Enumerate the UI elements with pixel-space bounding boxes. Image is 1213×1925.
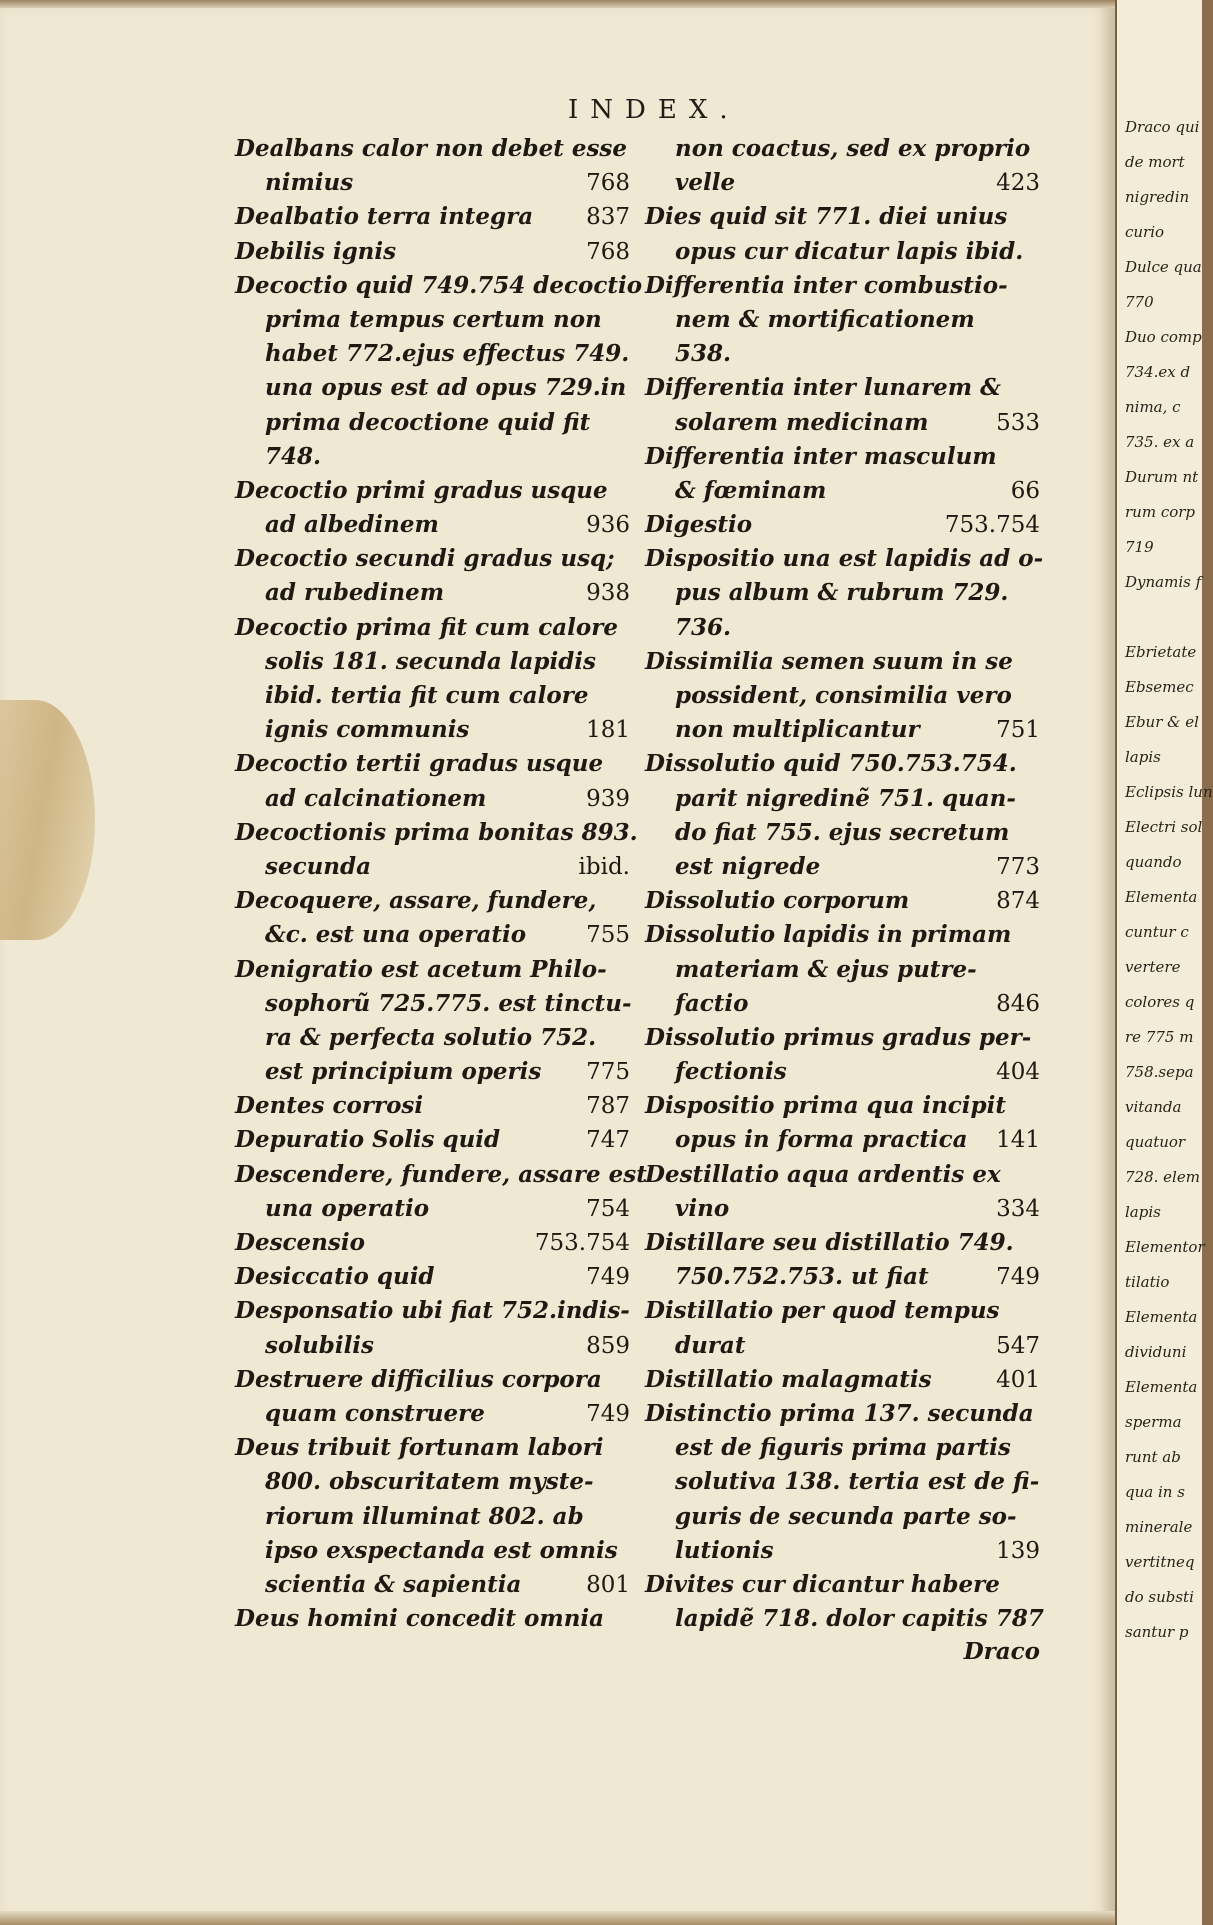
left-index-entry [235,1089,630,1123]
left-index-entry [235,1500,630,1534]
entry-text: Dissolutio quid 750.753.754. [645,750,1017,778]
entry-text: durat [675,1331,746,1359]
left-index-entry [235,1602,630,1636]
left-index-entry [235,953,630,987]
entry-text: Distillatio per quod tempus [645,1297,1000,1325]
entry-page-number: 547 [996,1332,1040,1359]
left-index-entry [235,1226,630,1260]
entry-text: Depuratio Solis quid [235,1126,501,1154]
entry-text: una opus est ad opus 729.in [265,374,627,402]
bookmark-ribbon [0,700,95,940]
right-index-entry [645,235,1040,269]
right-index-entry [645,303,1040,337]
adjacent-page-fragment: Durum nt [1125,468,1199,486]
right-index-entry [645,1123,1040,1157]
entry-page-number: 768 [586,170,630,197]
page-top-edge [0,0,1115,8]
entry-text: guris de secunda parte so- [675,1502,1017,1530]
entry-text: secunda [265,852,372,880]
entry-text: ibid. tertia fit cum calore [265,682,589,709]
entry-text: nem & mortificationem [675,305,975,333]
entry-text: Dissolutio lapidis in primam [645,921,1012,949]
adjacent-page-fragment: 734.ex d [1125,363,1191,381]
left-index-entry [235,200,630,234]
adjacent-page-fragment: 770 [1125,293,1154,311]
left-index-entry [235,337,630,371]
adjacent-page-fragment: de mort [1125,153,1185,171]
right-index-entry [645,269,1040,303]
adjacent-page-fragment: minerale [1125,1518,1193,1536]
entry-text: Descensio [235,1229,365,1256]
adjacent-page-fragment: vitanda [1125,1098,1182,1116]
entry-text: est de figuris prima partis [675,1434,1011,1462]
entry-text: habet 772.ejus effectus 749. [265,340,630,368]
left-index-entry [235,1465,630,1499]
adjacent-page-fragment: curio [1125,223,1165,241]
entry-page-number: 754 [586,1195,630,1222]
entry-page-number: 181 [586,717,630,744]
entry-page-number: 751 [996,717,1040,744]
adjacent-page-fragment: nima, c [1125,398,1181,416]
entry-text: Dissolutio primus gradus per- [645,1023,1032,1051]
right-index-entry [645,1055,1040,1089]
adjacent-page-fragment: qua in s [1125,1483,1185,1501]
entry-page-number: 334 [996,1195,1040,1222]
entry-page-number: 139 [996,1537,1040,1564]
entry-text: & fœminam [675,476,827,504]
adjacent-page-fragment: nigredin [1125,188,1190,206]
entry-text: Destillatio aqua ardentis ex [645,1160,1001,1188]
right-index-entry [645,645,1040,679]
entry-text: Differentia inter lunarem & [645,374,1001,402]
right-index-entry [645,576,1040,610]
adjacent-page-fragment: rum corp [1125,503,1196,521]
entry-page-number: 141 [996,1127,1040,1154]
entry-page-number: 66 [1010,477,1040,504]
entry-text: quam construere [265,1399,485,1427]
right-index-entry [645,440,1040,474]
entry-text: factio [675,989,749,1017]
adjacent-page-fragment: tilatio [1125,1273,1170,1291]
entry-text: est nigrede [675,852,821,880]
entry-text: Denigratio est acetum Philo- [235,955,607,983]
entry-text: possident, consimilia vero [675,682,1012,709]
left-index-entry [235,611,630,645]
adjacent-page-fragment: do substi [1125,1588,1194,1606]
entry-text: est principium operis [265,1058,542,1086]
adjacent-page-fragment: Duo comp [1125,328,1202,346]
entry-text: Destruere difficilius corpora [235,1365,602,1393]
right-index-entry [645,816,1040,850]
adjacent-page-fragment: re 775 m [1125,1028,1194,1046]
entry-text: opus in forma practica [675,1126,968,1154]
right-index-entry [645,713,1040,747]
entry-page-number: 939 [586,785,630,812]
left-index-entry [235,1534,630,1568]
left-index-entry [235,850,630,884]
adjacent-page-fragment: Dynamis f [1125,573,1202,591]
entry-text: pus album & rubrum 729. [675,579,1009,607]
entry-text: ad albedinem [265,511,439,539]
right-index-entry [645,1431,1040,1465]
adjacent-page-fragment: Draco qui [1125,118,1200,136]
entry-text: lapidẽ 718. dolor capitis 787 [675,1605,1044,1633]
left-index-entry [235,166,630,200]
left-index-entry [235,1260,630,1294]
adjacent-page-fragment: Ebur & el [1125,713,1199,731]
entry-text: solarem medicinam [675,408,929,436]
entry-page-number: 936 [586,512,630,539]
page-bottom-edge [0,1911,1115,1925]
adjacent-page-fragment: 728. elem [1125,1168,1200,1186]
left-index-entry [235,371,630,405]
right-index-entry [645,200,1040,234]
adjacent-page-fragment: Elementa [1125,888,1198,906]
entry-text: non multiplicantur [675,716,920,744]
adjacent-page-fragment: cuntur c [1125,923,1189,941]
entry-page-number: 859 [586,1332,630,1359]
entry-text: solutiva 138. tertia est de fi- [675,1468,1040,1496]
adjacent-page-fragment: Elementor [1125,1238,1205,1256]
entry-page-number: 749 [996,1264,1040,1291]
index-column-left [235,132,647,1636]
entry-page-number: 753.754 [944,512,1040,539]
entry-page-number: 747 [586,1127,630,1154]
entry-text: Distillatio malagmatis [645,1365,932,1393]
left-index-entry [235,235,630,269]
right-index-entry [645,406,1040,440]
right-index-entry [645,1602,1044,1636]
right-index-entry [645,1363,1040,1397]
entry-page-number: 423 [996,170,1040,197]
right-index-entry [645,166,1040,200]
left-index-entry [235,1192,630,1226]
right-index-entry [645,1294,1040,1328]
right-index-entry [645,1226,1040,1260]
right-index-entry [645,132,1040,166]
right-index-entry [645,1465,1040,1499]
entry-page-number: 775 [586,1059,630,1086]
adjacent-page-fragment: quatuor [1125,1133,1186,1151]
right-index-entry [645,337,1040,371]
right-index-entry [645,1089,1040,1123]
entry-text: solubilis [265,1331,374,1359]
entry-text: Dealbatio terra integra [235,203,534,231]
left-index-entry [235,1363,630,1397]
entry-page-number: 533 [996,409,1040,436]
entry-text: ad rubedinem [265,579,445,607]
left-index-entry [235,508,630,542]
page-header: INDEX. [568,95,740,125]
adjacent-page-edge [1115,0,1213,1925]
entry-text: 748. [265,442,322,470]
entry-text: Desiccatio quid [235,1263,435,1291]
right-index-entry [645,679,1040,713]
entry-text: Dispositio una est lapidis ad o- [645,545,1044,573]
right-index-entry [645,1158,1040,1192]
right-index-entry [645,1021,1040,1055]
entry-page-number: 787 [586,1093,630,1120]
adjacent-page-fragment: vertere [1125,958,1181,976]
entry-page-number: 773 [996,853,1040,880]
entry-page-number: 749 [586,1264,630,1291]
entry-text: Differentia inter combustio- [645,271,1008,299]
entry-text: opus cur dicatur lapis ibid. [675,237,1024,265]
adjacent-page-fragment: lapis [1125,1203,1161,1221]
entry-text: 538. [675,340,732,368]
right-index-entry [645,1192,1040,1226]
left-index-entry [235,576,630,610]
entry-text: Divites cur dicantur habere [645,1570,1000,1598]
adjacent-page-fragment: 719 [1125,538,1154,556]
right-index-entry [645,953,1040,987]
entry-text: ad calcinationem [265,784,487,812]
right-index-entry [645,918,1040,952]
entry-text: velle [675,169,736,197]
adjacent-page-fragment: Ebsemec [1125,678,1194,696]
right-index-entry [645,611,1040,645]
left-index-entry [235,747,630,781]
adjacent-page-fragment: 735. ex a [1125,433,1195,451]
left-index-entry [235,303,630,337]
adjacent-page-fragment: Eclipsis lun [1125,783,1213,801]
left-index-entry [235,1431,630,1465]
adjacent-page-fragment: runt ab [1125,1448,1181,1466]
right-index-entry [645,1500,1040,1534]
left-index-entry [235,1021,630,1055]
entry-text: do fiat 755. ejus secretum [675,818,1010,846]
right-index-entry [645,1568,1040,1602]
right-index-entry [645,542,1044,576]
entry-text: Differentia inter masculum [645,442,997,470]
index-column-right [645,132,1044,1636]
left-index-entry [235,1123,630,1157]
entry-text: &c. est una operatio [265,921,527,949]
left-index-entry [235,1294,630,1328]
entry-text: Decoctio tertii gradus usque [235,750,604,778]
entry-text: nimius [265,169,354,197]
left-index-entry [235,474,630,508]
left-index-entry [235,679,630,713]
entry-text: 800. obscuritatem myste- [265,1468,594,1496]
entry-text: Distillare seu distillatio 749. [645,1229,1014,1256]
left-index-entry [235,1055,630,1089]
right-index-entry [645,782,1040,816]
entry-text: non coactus, sed ex proprio [675,135,1031,162]
adjacent-page-fragment: 758.sepa [1125,1063,1194,1081]
left-index-entry [235,884,630,918]
entry-page-number: 768 [586,238,630,265]
entry-page-number: 837 [586,204,630,231]
left-index-entry [235,269,643,303]
entry-text: Decoctionis prima bonitas 893. [235,818,638,846]
right-index-entry [645,1260,1040,1294]
right-index-entry [645,474,1040,508]
right-index-entry [645,850,1040,884]
adjacent-page-fragment: Elementa [1125,1308,1198,1326]
left-index-entry [235,782,630,816]
entry-text: 750.752.753. ut fiat [675,1263,929,1291]
adjacent-page-fragment: santur p [1125,1623,1189,1641]
adjacent-page-fragment: Elementa [1125,1378,1198,1396]
entry-text: solis 181. secunda lapidis [265,647,596,675]
entry-text: parit nigredinẽ 751. quan- [675,784,1016,812]
left-index-entry [235,1158,647,1192]
adjacent-page-fragment: quando [1125,853,1182,871]
entry-text: sophorũ 725.775. est tinctu- [265,989,632,1017]
left-index-entry [235,645,630,679]
entry-page-number: 938 [586,580,630,607]
adjacent-page-fragment: sperma [1125,1413,1182,1431]
entry-page-number: 874 [996,888,1040,915]
entry-text: Distinctio prima 137. secunda [645,1399,1034,1427]
entry-page-number: 753.754 [534,1230,630,1256]
left-index-entry [235,132,630,166]
entry-text: Dies quid sit 771. diei unius [645,203,1008,231]
entry-text: prima decoctione quid fit [265,408,591,436]
entry-text: Desponsatio ubi fiat 752.indis- [235,1297,630,1325]
entry-text: ipso exspectanda est omnis [265,1536,618,1564]
entry-text: Decoctio prima fit cum calore [235,613,618,641]
entry-text: una operatio [265,1194,430,1222]
left-index-entry [235,1568,630,1602]
right-index-entry [645,371,1040,405]
right-index-entry [645,1534,1040,1568]
left-index-entry [235,816,638,850]
entry-text: Deus homini concedit omnia [235,1605,605,1633]
entry-text: Descendere, fundere, assare est [235,1160,647,1188]
adjacent-page-fragment: vertitneq [1125,1553,1195,1571]
entry-text: Decoquere, assare, fundere, [235,887,597,915]
entry-text: Decoctio secundi gradus usq; [235,545,615,573]
right-index-entry [645,1397,1040,1431]
adjacent-page-fragment: dividuni [1125,1343,1187,1361]
entry-text: riorum illuminat 802. ab [265,1502,584,1530]
right-index-entry [645,508,1040,542]
entry-page-number: ibid. [578,853,630,880]
entry-page-number: 755 [586,922,630,949]
entry-text: materiam & ejus putre- [675,955,977,983]
entry-page-number: 404 [996,1059,1040,1086]
entry-text: Deus tribuit fortunam labori [235,1434,604,1462]
left-index-entry [235,918,630,952]
right-index-entry [645,987,1040,1021]
entry-text: fectionis [675,1058,787,1086]
entry-page-number: 749 [586,1400,630,1427]
adjacent-page-fragment: Electri sol [1125,818,1203,836]
entry-text: Dispositio prima qua incipit [645,1092,1006,1120]
entry-text: ra & perfecta solutio 752. [265,1023,597,1051]
entry-text: scientia & sapientia [265,1570,522,1598]
left-index-entry [235,713,630,747]
entry-text: ignis communis [265,716,470,744]
catchword: Draco [963,1638,1040,1665]
entry-text: Dissolutio corporum [645,887,910,915]
entry-text: vino [675,1194,730,1222]
entry-text: Digestio [645,511,753,539]
left-index-entry [235,987,630,1021]
entry-text: lutionis [675,1536,774,1564]
left-index-entry [235,406,630,440]
left-index-entry [235,1397,630,1431]
entry-text: 736. [675,613,732,641]
adjacent-page-fragment: lapis [1125,748,1161,766]
left-index-entry [235,1329,630,1363]
entry-text: Decoctio primi gradus usque [235,476,608,504]
entry-text: prima tempus certum non [265,305,602,333]
entry-text: Decoctio quid 749.754 decoctio [235,271,643,299]
entry-text: Dealbans calor non debet esse [235,135,628,162]
adjacent-page-fragment: Ebrietate [1125,643,1197,661]
entry-page-number: 846 [996,990,1040,1017]
adjacent-page-fragment: Dulce qua [1125,258,1202,276]
entry-text: Debilis ignis [235,237,397,265]
entry-page-number: 801 [586,1571,630,1598]
left-index-entry [235,440,630,474]
left-index-entry [235,542,630,576]
entry-text: Dissimilia semen suum in se [645,647,1013,675]
entry-text: Dentes corrosi [235,1092,424,1120]
adjacent-page-fragment: colores q [1125,993,1195,1011]
right-index-entry [645,747,1040,781]
entry-page-number: 401 [996,1366,1040,1393]
right-index-entry [645,1329,1040,1363]
right-index-entry [645,884,1040,918]
